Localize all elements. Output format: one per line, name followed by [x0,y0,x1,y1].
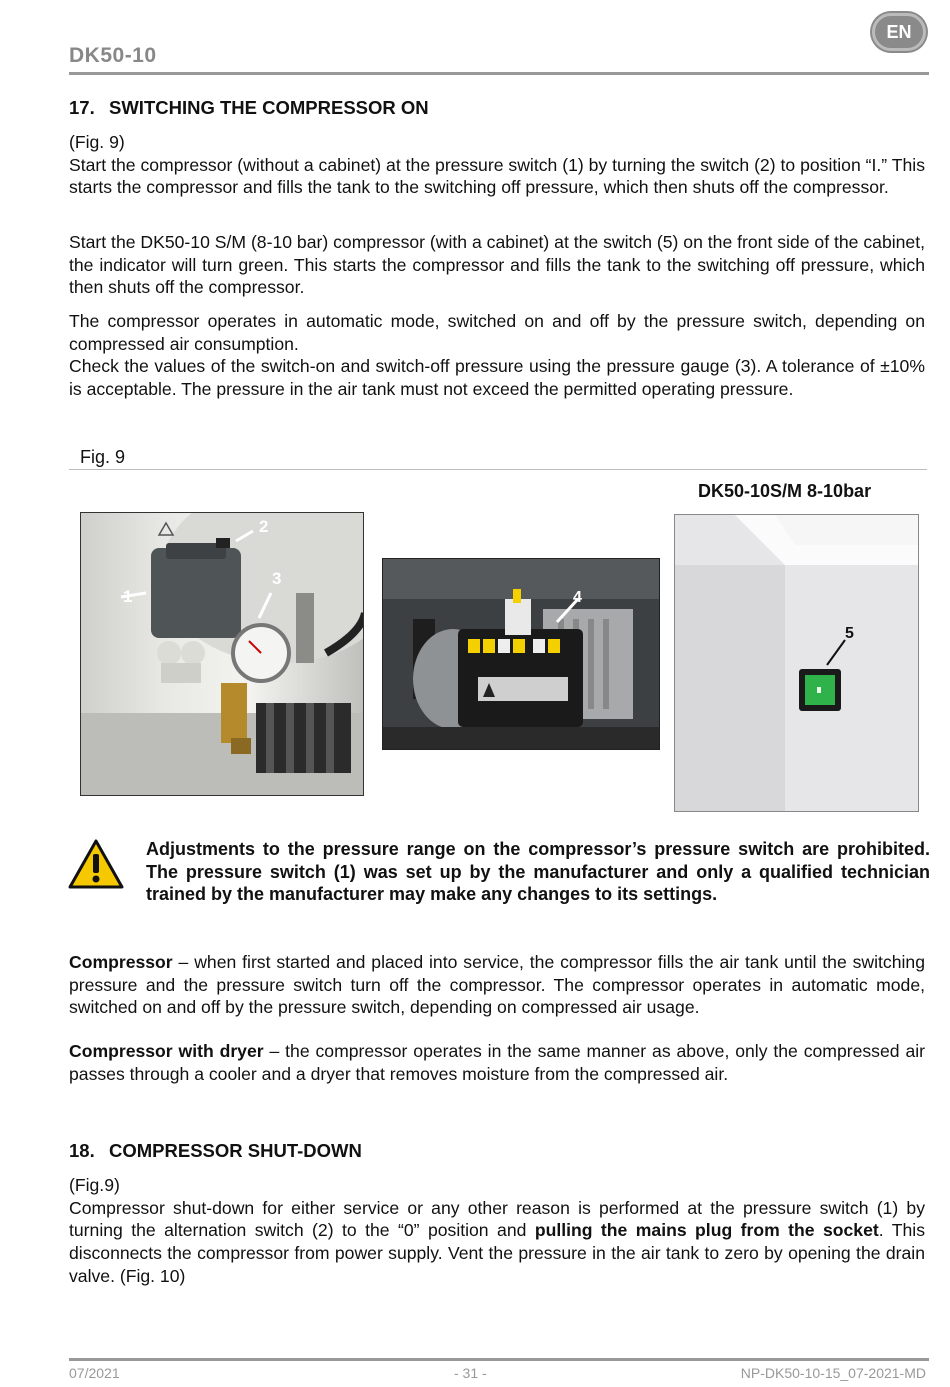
cabinet-switch-illustration [675,515,919,812]
header-divider [69,72,929,75]
section-17-number: 17. [69,97,95,118]
section-18-number: 18. [69,1140,95,1161]
cabinet-switch-photo [674,514,919,812]
compressor-internals-illustration [383,559,660,750]
document-title: DK50-10 [69,44,157,67]
footer-divider [69,1358,929,1361]
pressure-switch-illustration [81,513,364,796]
figure-label: Fig. 9 [80,447,126,467]
dryer-lead: Compressor with dryer [69,1041,264,1061]
dryer-text: – the compressor operates in the same manner as above, only the compressed air passes through a cooler and a dryer that removes moisture from the compressed air. [69,1041,925,1084]
warning-triangle-icon [67,838,125,890]
section-17-heading [69,97,429,119]
compressor-paragraph [69,951,925,1019]
section-17-paragraph-3: The compressor operates in automatic mode, switched on and off by the pressure switch, depending on compressed air consumption. Check the values of the switch-on and switch-off pressure using the pressure gauge (3). A tolerance of ±10% is acceptable. The pressure in the air tank must not exceed the permitted operating pressure. [69,311,925,400]
section-17-title: SWITCHING THE COMPRESSOR ON [109,97,429,118]
dryer-paragraph [69,1040,925,1085]
compressor-internals-photo [382,558,660,750]
callout-4: 4 [573,589,582,606]
figure-divider [69,469,927,470]
language-badge: EN [872,13,926,51]
footer-date: 07/2021 [69,1365,120,1381]
callout-1: 1 [123,587,133,606]
warning-text: Adjustments to the pressure range on the compressor’s pressure switch are prohibited. The pressure switch (1) was set up by the manufacturer and only a qualified technician trained by the manufacturer may make any changes to its settings. [146,839,930,905]
footer-page-number: - 31 - [454,1365,487,1381]
callout-5: 5 [845,625,854,642]
section-18-heading [69,1140,362,1162]
section-17-paragraph-2: Start the DK50-10 S/M (8-10 bar) compressor (with a cabinet) at the switch (5) on the front side of the cabinet, the indicator will turn green. This starts the compressor and fills the tank to the switching off pressure, which then shuts off the compressor. [69,232,925,298]
footer-document-id: NP-DK50-10-15_07-2021-MD [740,1365,926,1381]
section-18-text-b: . This disconnects the compressor from power supply. Vent the pressure in the air tank to zero by opening the drain valve. (Fig. 10) [69,1220,925,1286]
section-18-text-a: (Fig.9) Compressor shut-down for either service or any other reason is performed at the pressure switch (1) by turning the alternation switch (2) to the “0” position and [69,1175,925,1241]
section-18-paragraph [69,1174,925,1288]
section-17-paragraph-1: (Fig. 9) Start the compressor (without a cabinet) at the pressure switch (1) by turning the switch (2) to position “I.” This starts the compressor and fills the tank to the switching off pressure, which then shuts off the compressor. [69,132,925,198]
callout-3: 3 [272,569,282,588]
figure-caption: DK50-10S/M 8-10bar [698,481,872,501]
pressure-switch-photo [80,512,364,796]
compressor-text: – when first started and placed into service, the compressor fills the air tank until the switching pressure and the pressure switch turn off the compressor. The compressor operates in automatic mode, switched on and off by the pressure switch, depending on compressed air usage. [69,952,925,1018]
section-18-text-bold: pulling the mains plug from the socket [534,1220,879,1241]
callout-2: 2 [259,517,269,536]
section-18-title: COMPRESSOR SHUT-DOWN [109,1140,362,1161]
compressor-lead: Compressor [69,952,173,972]
